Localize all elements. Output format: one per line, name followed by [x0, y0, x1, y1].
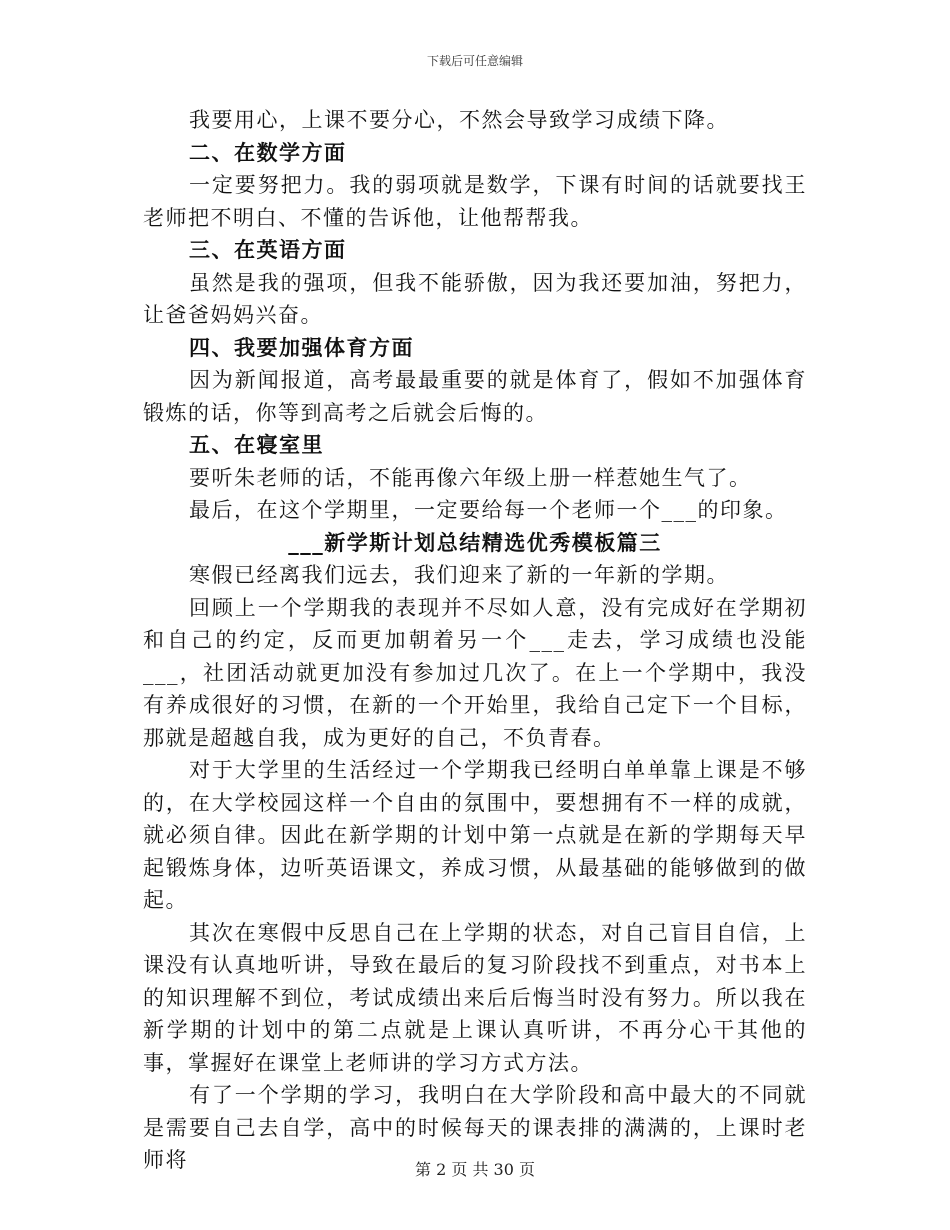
paragraph: 一定要努把力。我的弱项就是数学，下课有时间的话就要找王老师把不明白、不懂的告诉他，让他帮帮我。 — [143, 173, 807, 230]
section-heading: 二、在数学方面 — [189, 139, 347, 165]
paragraph: 我要用心，上课不要分心，不然会导致学习成绩下降。 — [189, 108, 729, 132]
paragraph: 要听朱老师的话，不能再像六年级上册一样惹她生气了。 — [189, 465, 752, 490]
paragraph: 虽然是我的强项，但我不能骄傲，因为我还要加油，努把力，让爸爸妈妈兴奋。 — [143, 270, 807, 327]
article-title: ___新学斯计划总结精选优秀模板篇三 — [288, 529, 662, 555]
section-heading: 四、我要加强体育方面 — [189, 334, 414, 360]
paragraph: 对于大学里的生活经过一个学期我已经明白单单靠上课是不够的，在大学校园这样一个自由的氛围中，要想拥有不一样的成就，就必须自律。因此在新学期的计划中第一点就是在新的学期每天早起锻炼身体，边听英语课文，养成习惯，从最基础的能够做到的做起。 — [143, 758, 807, 912]
section-heading: 三、在英语方面 — [189, 237, 347, 262]
paragraph: 因为新闻报道，高考最最重要的就是体育了，假如不加强体育锻炼的话，你等到高考之后就会后悔的。 — [143, 368, 807, 425]
page-header: 下载后可任意编辑 — [426, 54, 523, 68]
paragraph: 其次在寒假中反思自己在上学期的状态，对自己盲目自信，上课没有认真地听讲，导致在最后的复习阶段找不到重点，对书本上的知识理解不到位，考试成绩出来后后悔当时没有努力。所以我在新学期的计划中的第二点就是上课认真听讲，不再分心干其他的事，掌握好在课堂上老师讲的学习方式方法。 — [143, 920, 807, 1075]
paragraph: 回顾上一个学期我的表现并不尽如人意，没有完成好在学期初和自己的约定，反而更加朝着另一个___走去，学习成绩也没能___，社团活动就更加没有参加过几次了。在上一个学期中，我没有养成很好的习惯，在新的一个开始里，我给自己定下一个目标，那就是超越自我，成为更好的自己，不负青春。 — [143, 595, 807, 750]
section-heading: 五、在寝室里 — [189, 432, 324, 457]
document-body — [143, 104, 807, 1177]
paragraph: 最后，在这个学期里，一定要给每一个老师一个___的印象。 — [189, 498, 788, 522]
paragraph: 寒假已经离我们远去，我们迎来了新的一年新的学期。 — [189, 563, 729, 587]
page-number: 第 2 页 共 30 页 — [415, 1160, 535, 1179]
paragraph: 有了一个学期的学习，我明白在大学阶段和高中最大的不同就是需要自己去自学，高中的时候每天的课表排的满满的，上课时老师将 — [143, 1083, 807, 1172]
